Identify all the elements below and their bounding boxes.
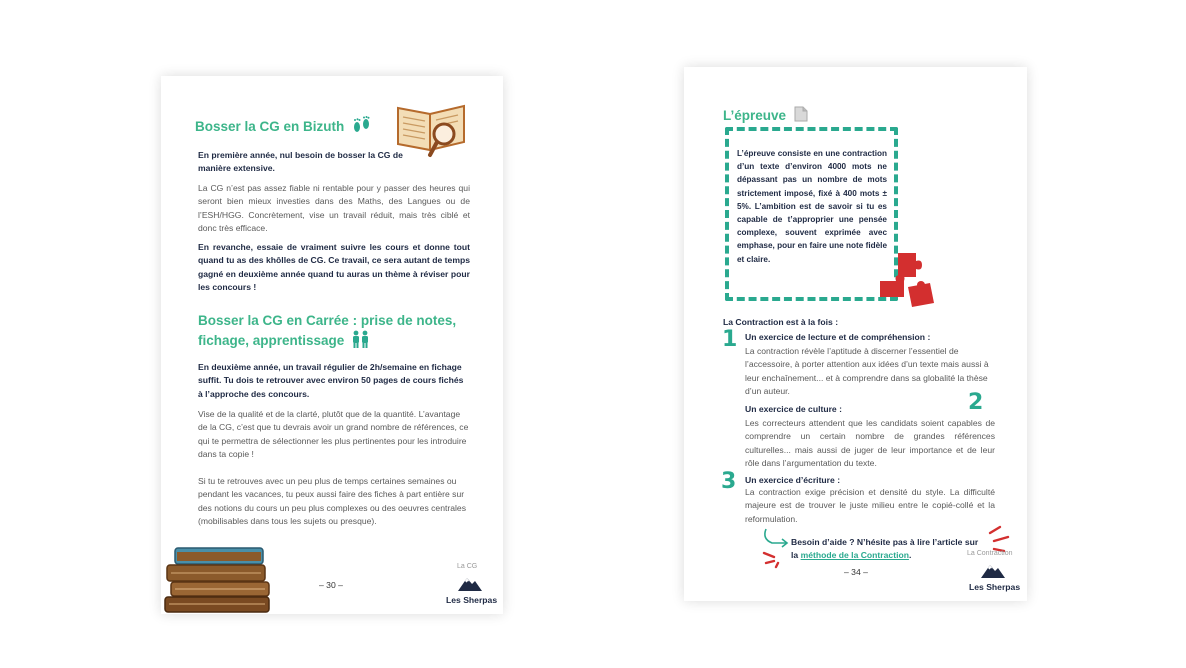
brand-name: Les Sherpas xyxy=(446,595,498,605)
section-label: La Contraction xyxy=(967,550,1013,557)
callout-burst-left-icon xyxy=(758,525,792,569)
paragraph-2-bold: En revanche, essaie de vraiment suivre les cours et donne tout quand tu as des khôlles de CG. Ce travail, ce sera autant de temps gagné en deuxième année quand tu auras un thème à réviser pour les concours ! xyxy=(198,242,470,293)
section-title-epreuve xyxy=(723,106,808,125)
page-number: – 30 – xyxy=(319,580,343,590)
section-title-bizuth xyxy=(195,116,373,136)
section-label: La CG xyxy=(457,563,478,570)
item-2-text: Les correcteurs attendent que les candidats soient capables de comprendre un certain nombre de grandes références culturelles... mais aussi de juger de leur importance et de leur rôle dans l’argumentation du texte. xyxy=(745,418,995,469)
books-stack-icon xyxy=(163,546,275,614)
puzzle-pieces-icon xyxy=(876,251,938,311)
page-right xyxy=(684,67,1027,601)
paragraph-5: Si tu te retrouves avec un peu plus de temps certaines semaines ou pendant les vacances, tu peux aussi faire des fiches à part entière sur des notions du cours un peu plus complexes ou des oeuvres centrales (mobilisables dans tous les sujets ou presque). xyxy=(198,476,467,527)
brand-name: Les Sherpas xyxy=(969,582,1021,592)
number-3: 3 xyxy=(721,469,737,494)
contraction-method-link[interactable]: méthode de la Contraction xyxy=(800,549,909,560)
title-carree-text: Bosser la CG en Carrée : prise de notes, fichage, apprentissage xyxy=(198,313,457,348)
help-prefix: Besoin d’aide ? N’hésite pas à lire l’article sur la xyxy=(791,537,979,560)
section-title-carree xyxy=(198,312,468,350)
intro-bold: En première année, nul besoin de bosser la CG de manière extensive. xyxy=(198,150,403,174)
item-2-heading: Un exercice de culture : xyxy=(745,404,842,414)
footprints-icon xyxy=(351,116,373,134)
title-epreuve-text: L’épreuve xyxy=(723,108,787,123)
item-1-heading: Un exercice de lecture et de compréhension : xyxy=(745,332,931,342)
mountain-logo-icon xyxy=(457,574,483,592)
list-intro: La Contraction est à la fois : xyxy=(723,317,839,327)
paragraph-3-bold: En deuxième année, un travail régulier de 2h/semaine en fichage suffit. Tu dois te retrouver avec environ 50 pages de cours fichés à l’approche des concours. xyxy=(198,362,464,399)
item-3-text: La contraction exige précision et densité du style. La difficulté majeure est de trouver le juste milieu entre le copié-collé et la reformulation. xyxy=(745,487,995,524)
people-icon xyxy=(350,330,372,348)
number-2: 2 xyxy=(968,390,984,415)
item-3-heading: Un exercice d’écriture : xyxy=(745,475,841,485)
paragraph-1: La CG n’est pas assez fiable ni rentable pour y passer des heures qui seront bien mieux investies dans des Maths, des Langues ou de l’ESH/HGG. Concrètement, vise un travail réduit, mais très ciblé et donc très efficace. xyxy=(198,183,470,234)
title-bizuth-text: Bosser la CG en Bizuth xyxy=(195,119,345,134)
paragraph-4: Vise de la qualité et de la clarté, plutôt que de la quantité. L’avantage de la CG, c’est que tu devrais avoir un grand nombre de références, ce qui te permettra de sélectionner les plus pertinentes pour les introduire dans ta copie ! xyxy=(198,409,469,460)
mountain-logo-icon xyxy=(980,561,1006,579)
help-suffix: . xyxy=(908,549,912,560)
page-left xyxy=(161,76,503,614)
definition-text: L’épreuve consiste en une contraction d’un texte d’environ 4000 mots ne dépassant pas un nombre de mots strictement imposé, fixé à 400 mots ± 5%. L’ambition est de savoir si tu es capable de t’approprier une pensée complexe, souvent exprimée avec emphase, pour en faire une note fidèle et claire. xyxy=(737,149,887,264)
help-text xyxy=(791,536,981,561)
number-1: 1 xyxy=(722,327,738,352)
document-icon xyxy=(794,106,808,122)
item-1-text: La contraction révèle l’aptitude à discerner l’essentiel de l’accessoire, à porter attention aux idées d’un texte mais aussi à leur enchaînement... et à comprendre dans sa globalité la thèse d’un auteur. xyxy=(745,346,989,397)
page-number: – 34 – xyxy=(844,567,868,577)
